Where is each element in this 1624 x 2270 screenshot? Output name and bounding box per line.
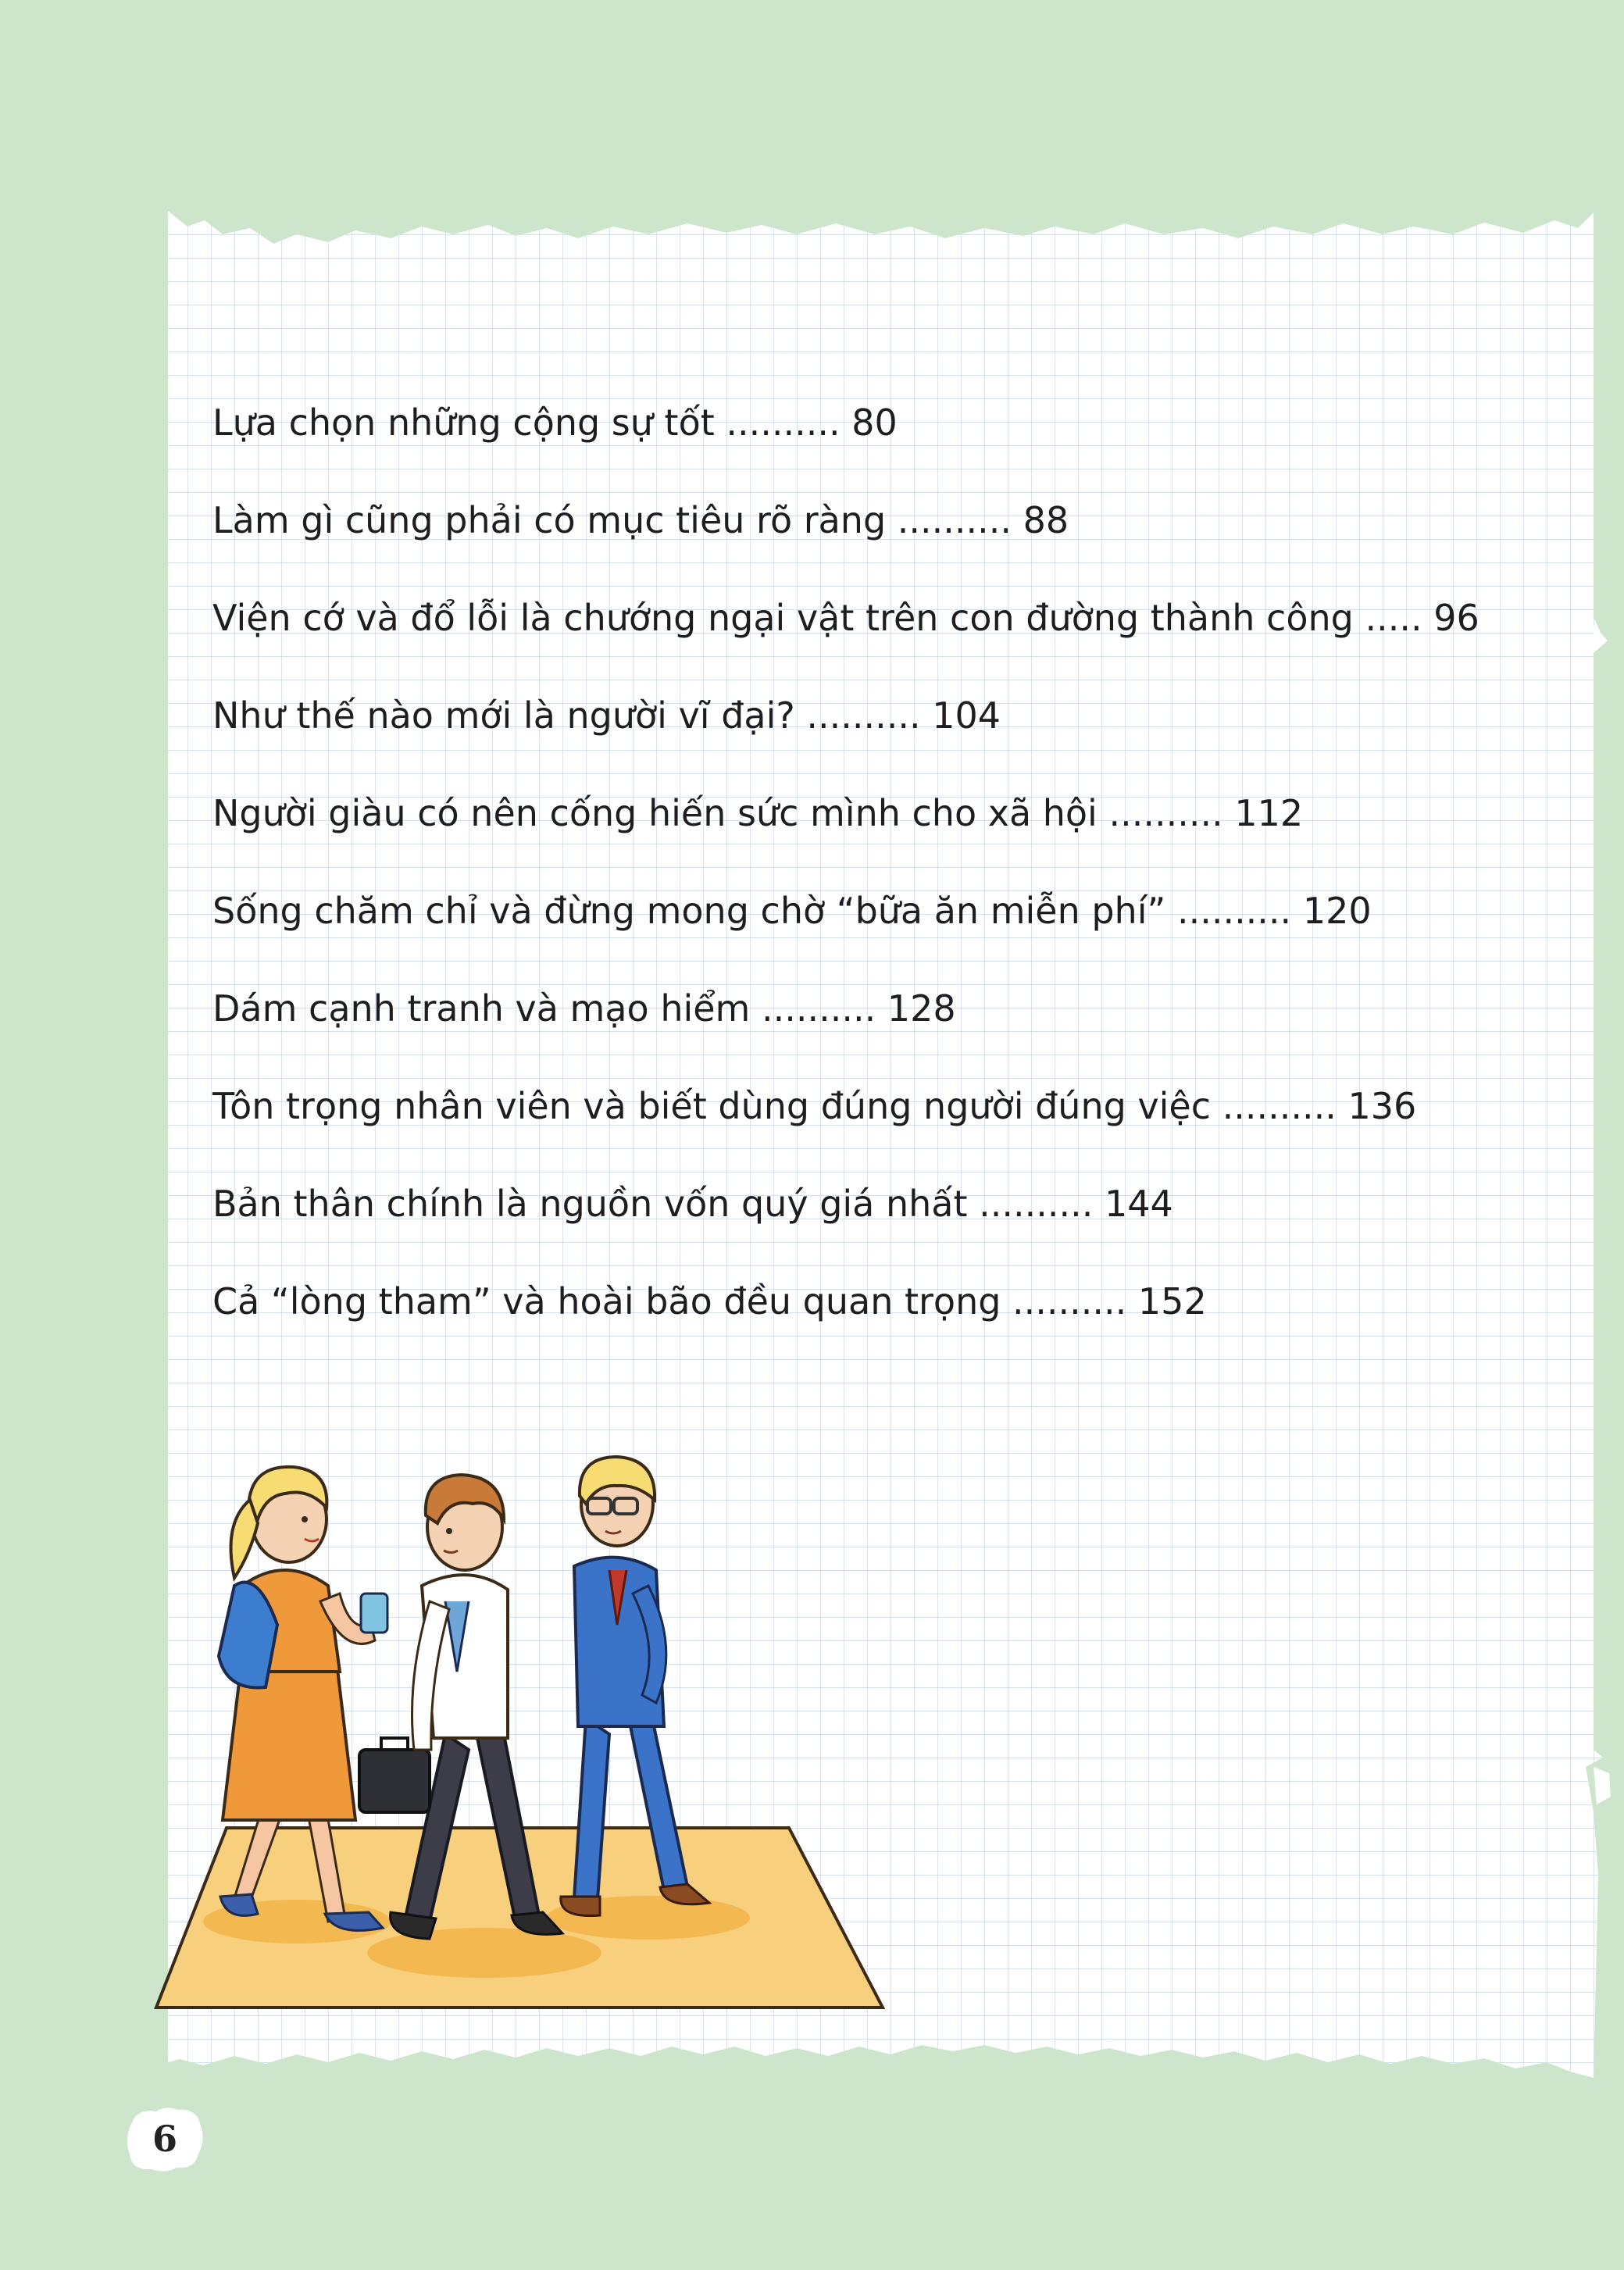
toc-entry[interactable]: [212, 590, 1540, 687]
toc-entry[interactable]: [212, 687, 1540, 785]
toc-entry-page: 152: [1137, 1280, 1207, 1322]
toc-entry-page: 136: [1347, 1085, 1417, 1127]
toc-entry[interactable]: [212, 1273, 1540, 1371]
toc-entry-leader: ..........: [897, 499, 1012, 541]
page-number-badge: [125, 2105, 205, 2172]
toc-entry-title: Lựa chọn những cộng sự tốt: [212, 402, 715, 444]
toc-entry[interactable]: [212, 1078, 1540, 1176]
toc-entry-leader: ..........: [1222, 1085, 1337, 1127]
toc-entry-page: 96: [1433, 597, 1479, 639]
toc-entry-leader: ..........: [762, 987, 876, 1030]
toc-entry-title: Bản thân chính là nguồn vốn quý giá nhất: [212, 1183, 968, 1225]
toc-entry-title: Làm gì cũng phải có mục tiêu rõ ràng: [212, 499, 887, 541]
toc-entry-leader: ..........: [1012, 1280, 1127, 1322]
toc-entry-title: Cả “lòng tham” và hoài bão đều quan trọng: [212, 1280, 1001, 1322]
toc-entry-title: Như thế nào mới là người vĩ đại?: [212, 694, 795, 737]
toc-entry[interactable]: [212, 883, 1540, 980]
toc-entry-title: Dám cạnh tranh và mạo hiểm: [212, 987, 751, 1030]
toc-entry-page: 128: [887, 987, 956, 1030]
toc-entry-leader: ..........: [979, 1183, 1094, 1225]
table-of-contents: [212, 394, 1540, 1371]
toc-entry-title: Viện cớ và đổ lỗi là chướng ngại vật trên con đường thành công: [212, 597, 1354, 639]
toc-entry-page: 104: [932, 694, 1001, 737]
toc-entry-title: Tôn trọng nhân viên và biết dùng đúng người đúng việc: [212, 1085, 1212, 1127]
toc-entry[interactable]: [212, 980, 1540, 1078]
toc-entry-leader: .....: [1365, 597, 1422, 639]
toc-entry-leader: ..........: [806, 694, 921, 737]
toc-entry[interactable]: [212, 492, 1540, 590]
toc-entry-page: 112: [1234, 792, 1304, 834]
toc-entry-leader: ..........: [1176, 890, 1292, 932]
toc-entry[interactable]: [212, 1176, 1540, 1273]
office-workers-illustration: [148, 1422, 898, 2015]
toc-entry[interactable]: [212, 785, 1540, 883]
page-number: 6: [152, 2118, 177, 2160]
toc-entry[interactable]: [212, 394, 1540, 492]
toc-entry-leader: ..........: [726, 402, 841, 444]
toc-entry-page: 80: [851, 402, 898, 444]
toc-entry-leader: ..........: [1108, 792, 1223, 834]
toc-entry-page: 144: [1105, 1183, 1173, 1225]
toc-entry-title: Sống chăm chỉ và đừng mong chờ “bữa ăn miễn phí”: [212, 890, 1166, 932]
toc-entry-page: 120: [1302, 890, 1372, 932]
toc-entry-page: 88: [1023, 499, 1069, 541]
toc-entry-title: Người giàu có nên cống hiến sức mình cho xã hội: [212, 792, 1098, 834]
